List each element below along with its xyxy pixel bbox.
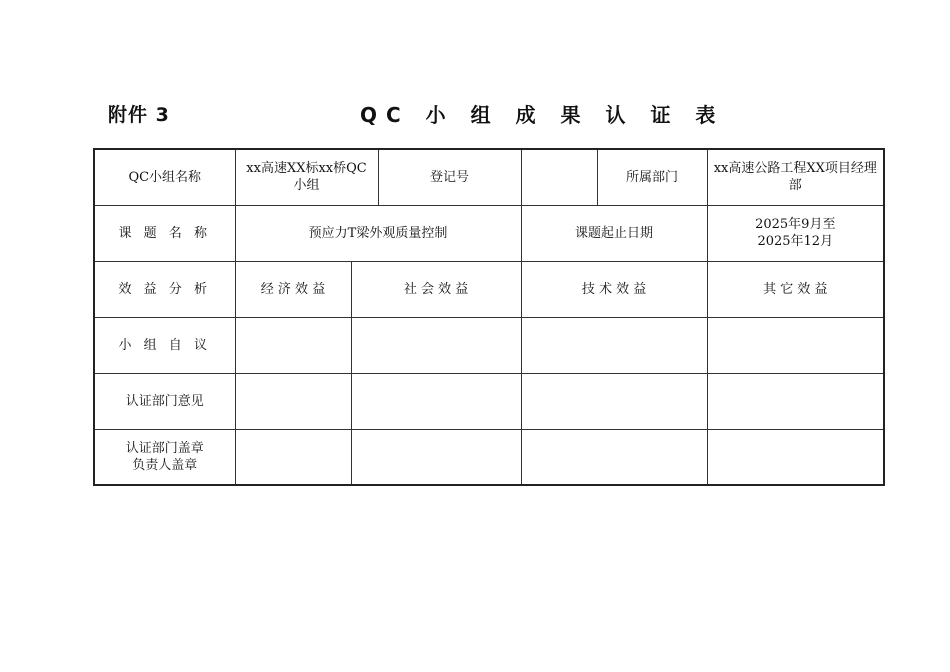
seal-other-cell[interactable]: [707, 429, 884, 485]
date-value-line2: 2025年12月: [757, 234, 834, 249]
technical-benefit-header: 技 术 效 益: [521, 261, 707, 317]
cert-opinion-social-cell[interactable]: [351, 373, 521, 429]
row-group-info: [94, 149, 884, 205]
benefit-label: 效 益 分 析: [94, 261, 235, 317]
group-name-value: xx高速XX标xx桥QC小组: [235, 149, 378, 205]
row-cert-opinion: [94, 373, 884, 429]
self-eval-label: 小 组 自 议: [94, 317, 235, 373]
self-eval-other-cell[interactable]: [707, 317, 884, 373]
row-self-eval: [94, 317, 884, 373]
self-eval-technical-cell[interactable]: [521, 317, 707, 373]
row-benefit: [94, 261, 884, 317]
other-benefit-header: 其 它 效 益: [707, 261, 884, 317]
topic-label: 课 题 名 称: [94, 205, 235, 261]
seal-label: [94, 429, 235, 485]
cert-opinion-economic-cell[interactable]: [235, 373, 351, 429]
social-benefit-header: 社 会 效 益: [351, 261, 521, 317]
row-topic: [94, 205, 884, 261]
attachment-label: 附件 3: [108, 104, 170, 126]
cert-opinion-technical-cell[interactable]: [521, 373, 707, 429]
certification-form-table: [93, 148, 885, 486]
seal-social-cell[interactable]: [351, 429, 521, 485]
register-no-value: [521, 149, 597, 205]
cert-opinion-other-cell[interactable]: [707, 373, 884, 429]
department-label: 所属部门: [597, 149, 707, 205]
seal-label-line2: 负责人盖章: [132, 457, 198, 473]
date-label: 课题起止日期: [521, 205, 707, 261]
seal-label-line1: 认证部门盖章: [125, 440, 204, 456]
economic-benefit-header: 经 济 效 益: [235, 261, 351, 317]
department-value: xx高速公路工程XX项目经理部: [707, 149, 884, 205]
row-seal: [94, 429, 884, 485]
topic-value: 预应力T梁外观质量控制: [235, 205, 521, 261]
date-value-line1: 2025年9月至: [755, 217, 836, 232]
seal-economic-cell[interactable]: [235, 429, 351, 485]
seal-technical-cell[interactable]: [521, 429, 707, 485]
date-value: [707, 205, 884, 261]
register-no-label: 登记号: [378, 149, 521, 205]
group-name-label: QC小组名称: [94, 149, 235, 205]
cert-opinion-label: 认证部门意见: [94, 373, 235, 429]
self-eval-economic-cell[interactable]: [235, 317, 351, 373]
self-eval-social-cell[interactable]: [351, 317, 521, 373]
page-title: QC 小 组 成 果 认 证 表: [360, 103, 725, 127]
